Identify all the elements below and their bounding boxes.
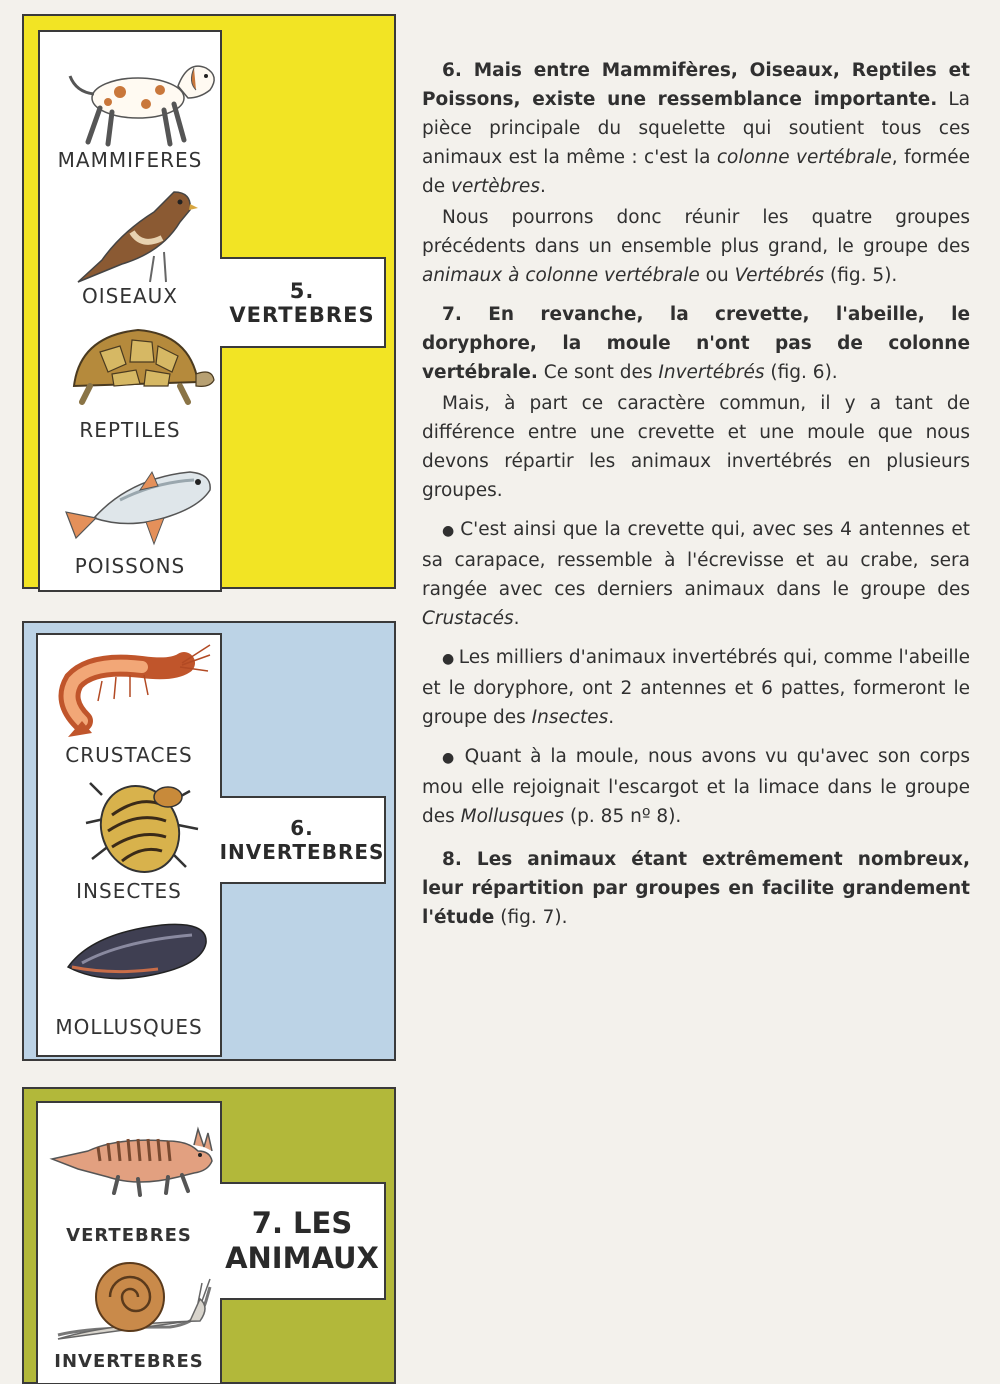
figure-6-invertebres [22, 621, 396, 1061]
shrimp-icon [52, 641, 212, 745]
paragraph-6: 6. Mais entre Mammifères, Oiseaux, Reptiles et Poissons, existe une ressemblance importante. La pièce principale du squelette qui soutient tous ces animaux est la même : c'est la colonne vertébrale, formée de vertèbres. [422, 60, 970, 197]
figure-6-title-tab [220, 796, 386, 884]
tortoise-icon [60, 316, 216, 408]
figure-7-title-line2: ANIMAUX [225, 1241, 379, 1275]
mussel-icon [62, 913, 212, 993]
label-invertebres: INVERTEBRES [54, 1351, 204, 1372]
figure-7-title-tab [220, 1182, 386, 1300]
dog-icon [60, 46, 220, 150]
figure-5-vertebres [22, 14, 396, 589]
bullet-crustaces: ● C'est ainsi que la crevette qui, avec ses 4 antennes et sa carapace, ressemble à l'écrevisse et au crabe, sera rangée avec ces derniers animaux dans le groupe des Crustacés. [422, 515, 970, 633]
label-mollusques: MOLLUSQUES [55, 1015, 203, 1039]
figure-7-title-line1: 7. LES [251, 1206, 353, 1240]
figure-5-title-tab [220, 257, 386, 348]
label-insectes: INSECTES [76, 879, 182, 903]
bullet-insectes: ● Les milliers d'animaux invertébrés qui, comme l'abeille et le doryphore, ont 2 antennes et 6 pattes, formeront le groupe des Insectes. [422, 643, 970, 732]
label-vertebres: VERTEBRES [66, 1225, 192, 1246]
figure-6-column [36, 633, 222, 1057]
figure-6-number: 6. [290, 816, 314, 840]
mammal-icon [48, 1121, 214, 1199]
figure-5-title: VERTEBRES [229, 302, 375, 327]
paragraph-7: 7. En revanche, la crevette, l'abeille, le doryphore, la moule n'ont pas de colonne vertébrale. Ce sont des Invertébrés (fig. 6). [422, 304, 970, 383]
body-text [422, 56, 970, 932]
figure-5-number: 5. [289, 278, 315, 303]
bullet-mollusques: ● Quant à la moule, nous avons vu qu'avec son corps mou elle rejoignait l'escargot et la limace dans le groupe des Mollusques (p. 85 nº 8). [422, 742, 970, 831]
label-reptiles: REPTILES [79, 418, 181, 442]
label-mammiferes: MAMMIFERES [57, 148, 203, 172]
label-poissons: POISSONS [74, 554, 186, 578]
paragraph-7b: Mais, à part ce caractère commun, il y a tant de différence entre une crevette et une moule que nous devons répartir les animaux invertébrés en plusieurs groupes. [422, 393, 970, 501]
paragraph-6b: Nous pourrons donc réunir les quatre groupes précédents dans un ensemble plus grand, le groupe des animaux à colonne vertébrale ou Vertébrés (fig. 5). [422, 207, 970, 286]
beetle-icon [82, 775, 202, 879]
bird-icon [62, 182, 202, 286]
figure-5-column [38, 30, 222, 592]
figure-6-title: INVERTEBRES [219, 840, 385, 864]
figure-7-column [36, 1101, 222, 1383]
label-crustaces: CRUSTACES [65, 743, 193, 767]
fish-icon [60, 452, 216, 548]
paragraph-8: 8. Les animaux étant extrêmement nombreux, leur répartition par groupes en facilite grandement l'étude (fig. 7). [422, 849, 970, 928]
label-oiseaux: OISEAUX [82, 284, 178, 308]
snail-icon [50, 1257, 216, 1345]
figure-7-les-animaux [22, 1087, 396, 1384]
